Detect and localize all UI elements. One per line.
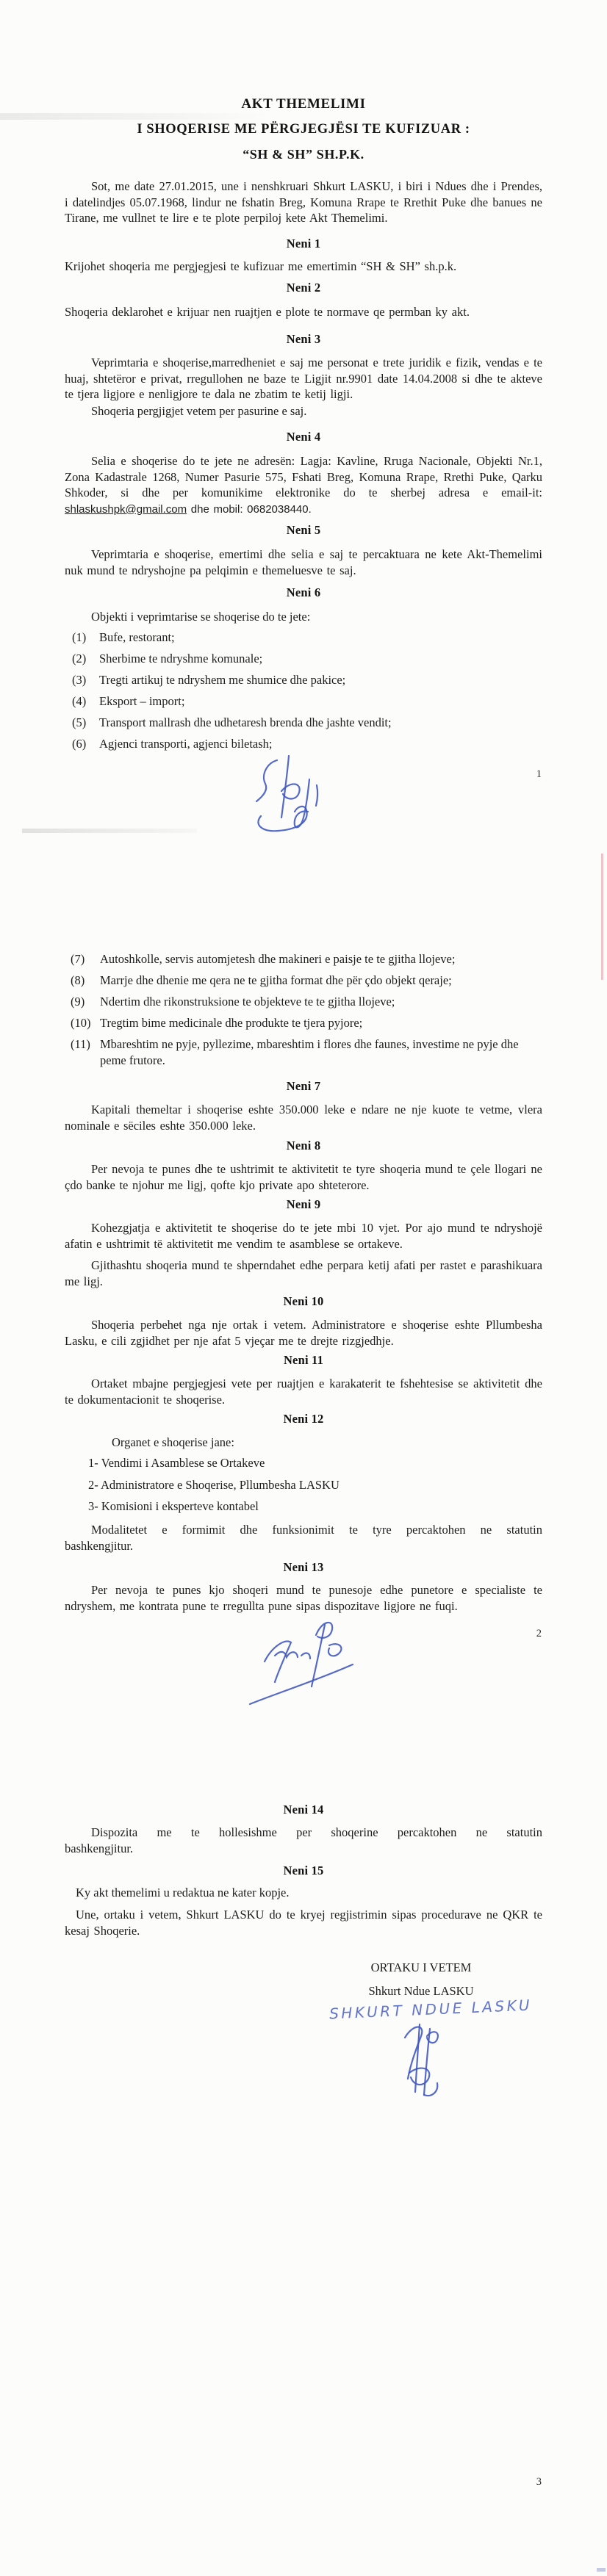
article-heading-neni-2: Neni 2	[286, 281, 321, 295]
handwritten-signature-page-1	[246, 753, 353, 841]
item-text: Transport mallrash dhe udhetaresh brenda dhe jashte vendit;	[99, 715, 392, 729]
neni-4-text: Selia e shoqerise do te jete ne adresën: Lagja: Kavline, Rruga Nacionale, Objekti Nr.1, Zona Kadastrale 1268, Numer Pasurie 575, Fshati Breg, Komuna Rrape, Rrethi Puke, Qarku Shkoder, si dhe per komunikime elektronike do te sherbej adresa e email-it:	[65, 454, 542, 499]
activity-list-items-1-6	[72, 629, 545, 757]
neni-4-paragraph	[65, 453, 542, 517]
item-text: Tregti artikuj te ndryshem me shumice dhe pakice;	[99, 673, 346, 687]
neni-5-paragraph: Veprimtaria e shoqerise, emertimi dhe selia e saj te percaktuara ne kete Akt-Themelimi nuk mund te ndryshojne pa pelqimin e themeluesve te saj.	[65, 547, 542, 577]
scan-artifact-mark	[597, 2568, 606, 2572]
neni-3-paragraph-1: Veprimtaria e shoqerise,marredheniet e saj me personat e trete juridik e fizik, vendas e te huaj, shtetëror e privat, rregullohen ne baze te Ligjit nr.9901 date 14.04.2008 si dhe te akteve te tjera ligjore e nenligjore te dala ne zbatim te ketij ligji.	[65, 356, 542, 401]
item-number: (7)	[71, 952, 85, 966]
page-number-2: 2	[536, 1628, 542, 1639]
article-heading-neni-9: Neni 9	[286, 1197, 321, 1211]
item-text: Eksport – import;	[99, 694, 185, 708]
item-text: Agjenci transporti, agjenci biletash;	[99, 737, 273, 751]
neni-9-paragraph-1: Kohezgjatja e aktivitetit te shoqerise do te jete mbi 10 vjet. Por ajo mund te ndryshojë afatin e ushtrimit të aktivitetit me vendim te asamblese se ortakeve.	[65, 1221, 542, 1251]
neni-7-paragraph: Kapitali themeltar i shoqerise eshte 350.000 leke e ndare ne nje kuote te vetme, vlera nominale e sëciles eshte 350.000 leke.	[65, 1103, 542, 1133]
closing-founder-name: Shkurt Ndue LASKU	[368, 1984, 474, 1998]
activity-list-items-7-11	[71, 951, 545, 1074]
neni-14-line-2: bashkengjitur.	[65, 1841, 134, 1855]
activity-list-item	[72, 715, 545, 731]
neni-15-paragraph-1: Ky akt themelimi u redaktua ne kater kopje.	[76, 1886, 290, 1899]
neni-6-intro: Objekti i veprimtarise se shoqerise do te jete:	[91, 610, 311, 624]
item-number: (4)	[72, 694, 87, 708]
handwritten-signature-page-2	[243, 1610, 371, 1713]
closing-role-title: ORTAKU I VETEM	[370, 1960, 472, 1974]
document-title-line-3: “SH & SH” SH.P.K.	[243, 147, 364, 162]
item-text: Sherbime te ndryshme komunale;	[99, 652, 263, 665]
item-number: (10)	[71, 1016, 91, 1030]
organ-list-item: 3- Komisioni i eksperteve kontabel	[88, 1499, 259, 1513]
handwritten-signature-page-3	[378, 2016, 478, 2100]
item-number: (9)	[71, 995, 85, 1009]
closing-line-1: Modalitetet e formimit dhe funksionimit te tyre percaktohen ne statutin	[91, 1523, 542, 1537]
item-number: (8)	[71, 973, 85, 987]
article-heading-neni-14: Neni 14	[283, 1803, 324, 1816]
intro-paragraph: Sot, me date 27.01.2015, une i nenshkruari Shkurt LASKU, i biri i Ndues dhe i Prendes, i datelindjes 05.07.1968, lindur ne fshatin Breg, Komuna Rrape te Rrethit Puke dhe banues ne Tirane, me vullnet te lire e te plote perpiloj kete Akt Themelimi.	[65, 179, 542, 225]
item-text: Bufe, restorant;	[99, 630, 175, 644]
activity-list-item	[72, 651, 545, 667]
organ-list-item: 2- Administratore e Shoqerise, Pllumbesha LASKU	[88, 1477, 340, 1492]
activity-list-item	[71, 1015, 545, 1031]
activity-list-item	[71, 1036, 545, 1068]
activity-list-item	[72, 672, 545, 688]
handwritten-name-page-3: SHKURT NDUE LASKU	[328, 1996, 533, 2023]
item-number: (2)	[72, 652, 87, 665]
neni-3-paragraph-2: Shoqeria pergjigjet vetem per pasurine e saj.	[91, 404, 307, 418]
scan-artifact-edge-line	[601, 854, 603, 980]
item-number: (6)	[72, 737, 87, 751]
neni-13-paragraph: Per nevoja te punes kjo shoqeri mund te punesoje edhe punetore e specialiste te ndryshem, me kontrata pune te rregullta pune sipas dispozitave ligjore ne fuqi.	[65, 1583, 542, 1613]
neni-1-paragraph: Krijohet shoqeria me pergjegjesi te kufizuar me emertimin “SH & SH” sh.p.k.	[65, 259, 457, 273]
article-heading-neni-13: Neni 13	[283, 1560, 324, 1574]
neni-15-paragraph-2: Une, ortaku i vetem, Shkurt LASKU do te kryej regjistrimin sipas procedurave ne QKR te kesaj Shoqerie.	[65, 1908, 542, 1938]
organ-list-item: 1- Vendimi i Asamblese se Ortakeve	[88, 1456, 265, 1470]
company-mobile: dhe mobil: 0682038440.	[187, 502, 312, 516]
article-heading-neni-6: Neni 6	[286, 585, 321, 599]
neni-14-line-1: Dispozita me te hollesishme per shoqerine percaktohen ne statutin	[91, 1825, 542, 1839]
scan-artifact-streak	[0, 113, 272, 120]
article-heading-neni-1: Neni 1	[286, 237, 321, 250]
article-heading-neni-12: Neni 12	[283, 1412, 324, 1426]
neni-10-paragraph: Shoqeria perbehet nga nje ortak i vetem. Administratore e shoqerise eshte Pllumbesha Lasku, e cili zgjidhet per nje afat 5 vjeçar me te drejte rizgjedhje.	[65, 1318, 542, 1348]
item-text: Mbareshtim ne pyje, pyllezime, mbareshtim i flores dhe faunes, investime ne pyje dhe peme frutore.	[100, 1037, 519, 1067]
article-heading-neni-15: Neni 15	[283, 1864, 324, 1877]
neni-11-paragraph: Ortaket mbajne pergjegjesi vete per ruajtjen e karakaterit te fshehtesise se aktivitetit dhe te dokumentacionit te shoqerise.	[65, 1377, 542, 1407]
neni-9-paragraph-2: Gjithashtu shoqeria mund te shperndahet edhe perpara ketij afati per rastet e parashikuara me ligj.	[65, 1258, 542, 1288]
item-number: (3)	[72, 673, 87, 687]
item-number: (1)	[72, 630, 87, 644]
item-number: (5)	[72, 715, 87, 729]
neni-14-paragraph	[65, 1825, 542, 1856]
article-heading-neni-10: Neni 10	[283, 1294, 324, 1308]
page-number-3: 3	[536, 2476, 542, 2488]
article-heading-neni-11: Neni 11	[283, 1353, 324, 1367]
article-heading-neni-7: Neni 7	[286, 1079, 321, 1093]
neni-2-paragraph: Shoqeria deklarohet e krijuar nen ruajtjen e plote te normave qe permban ky akt.	[65, 305, 470, 319]
scan-artifact-streak	[22, 829, 197, 833]
item-text: Ndertim dhe rikonstruksione te objekteve te te gjitha llojeve;	[100, 995, 395, 1009]
activity-list-item	[71, 973, 545, 989]
activity-list-item	[72, 693, 545, 710]
document-title-line-1: AKT THEMELIMI	[241, 96, 366, 112]
neni-12-closing-paragraph	[65, 1522, 542, 1554]
article-heading-neni-8: Neni 8	[286, 1139, 321, 1152]
activity-list-item	[72, 629, 545, 646]
neni-8-paragraph: Per nevoja te punes dhe te ushtrimit te aktivitetit te tyre shoqeria mund te çele llogari ne çdo banke te njohur me ligj, qofte kjo private apo shteterore.	[65, 1162, 542, 1192]
item-number: (11)	[71, 1037, 90, 1051]
activity-list-item	[71, 994, 545, 1010]
company-email: shlaskushpk@gmail.com	[65, 502, 187, 516]
document-title-line-2: I SHOQERISE ME PËRGJEGJËSI TE KUFIZUAR :	[137, 122, 470, 137]
closing-line-2: bashkengjitur.	[65, 1538, 134, 1553]
item-text: Marrje dhe dhenie me qera ne te gjitha format dhe për çdo objekt qeraje;	[100, 973, 452, 987]
company-organs-list	[88, 1455, 542, 1520]
neni-12-intro: Organet e shoqerise jane:	[112, 1435, 234, 1449]
article-heading-neni-5: Neni 5	[286, 523, 321, 537]
activity-list-item	[71, 951, 545, 967]
page-number-1: 1	[536, 768, 542, 780]
activity-list-item	[72, 736, 545, 752]
item-text: Tregtim bime medicinale dhe produkte te tjera pyjore;	[100, 1016, 363, 1030]
article-heading-neni-4: Neni 4	[286, 430, 321, 444]
item-text: Autoshkolle, servis automjetesh dhe makineri e paisje te te gjitha llojeve;	[100, 952, 456, 966]
article-heading-neni-3: Neni 3	[286, 332, 321, 346]
